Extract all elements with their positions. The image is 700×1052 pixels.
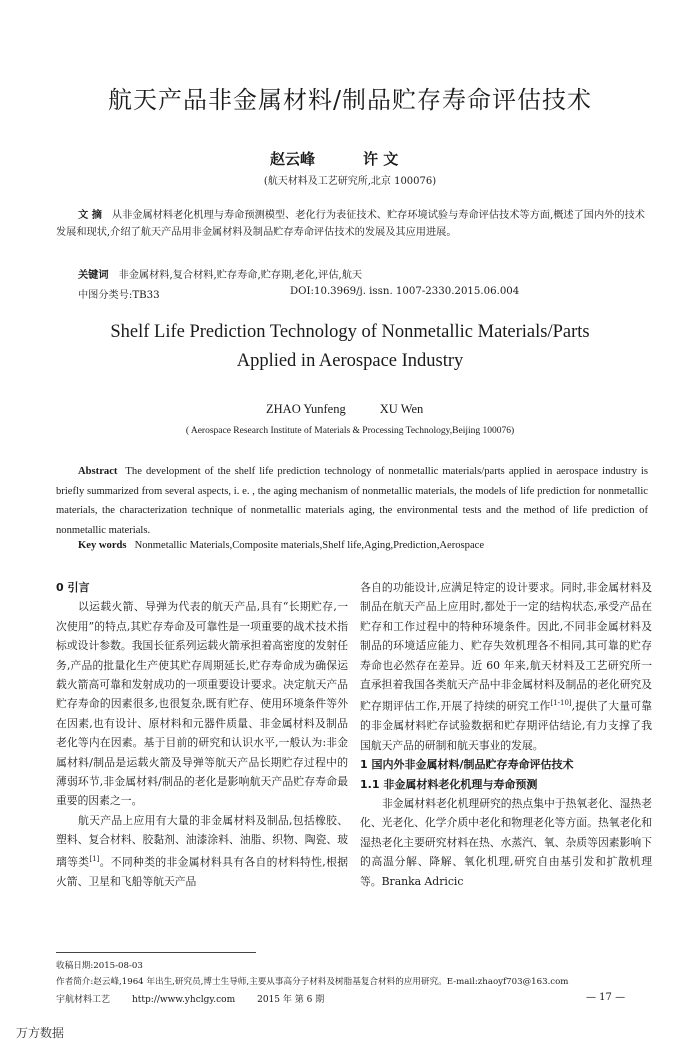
cn-abstract-text: 从非金属材料老化机理与寿命预测模型、老化行为表征技术、贮存环境试验与寿命评估技术等方面,概述了国内外的技术发展和现状,介绍了航天产品用非金属材料及制品贮存寿命评估技术的发展及其应用进展。 (56, 210, 645, 238)
footnotes (56, 958, 656, 990)
en-authors (266, 402, 457, 417)
paragraph-2-text-a: 航天产品上应用有大量的非金属材料及制品,包括橡胶、塑料、复合材料、胶黏剂、油漆涂料、油脂、织物、陶瓷、玻璃等类 (56, 813, 348, 869)
en-keywords-text: Nonmetallic Materials,Composite materials,Shelf life,Aging,Prediction,Aerospace (134, 540, 485, 551)
journal-issue: 2015 年 第 6 期 (257, 995, 325, 1005)
journal-info (56, 992, 346, 1005)
en-author-2: XU Wen (379, 402, 424, 416)
paragraph-4: 非金属材料老化机理研究的热点集中于热氧老化、湿热老化、光老化、化学介质中老化和物理老化等方面。热氧老化和湿热老化主要研究材料在热、水蒸汽、氧、杂质等因素影响下的高温分解、降解、氧化机理,研究自由基引发和扩散机理等。Branka Adricic (360, 797, 652, 888)
en-abstract-label: Abstract (78, 466, 118, 477)
citation-1: [1] (89, 854, 100, 863)
en-title-line-2: Applied in Aerospace Industry (236, 351, 464, 371)
paragraph-2 (56, 811, 348, 891)
en-keywords-label: Key words (78, 540, 127, 551)
en-keywords (78, 540, 484, 551)
citation-1-10: [1-10] (550, 699, 572, 708)
section-0-heading: 0 引言 (56, 581, 90, 594)
cn-abstract (56, 207, 646, 241)
paragraph-1: 以运载火箭、导弹为代表的航天产品,具有“长期贮存,一次使用”的特点,其贮存寿命及可靠性是一项重要的战术技术指标或设计参数。我国长征系列运载火箭承担着高密度的发射任务,产品的批量化生产使其贮存周期延长,贮存寿命成为确保运载火箭高可靠和发射成功的一项重要设计要求。决定航天产品贮存寿命的因素很多,也很复杂,既有贮存、使用环境条件等外在因素,也有设计、原材料和元器件质量、非金属材料及制品老化等内在因素。基于目前的研究和认识水平,一般认为:非金属材料/制品是运载火箭及导弹等航天产品长期贮存过程中的薄弱环节,非金属材料/制品的老化是影响航天产品贮存寿命最重要的因素之一。 (56, 600, 348, 808)
journal-url[interactable]: http://www.yhclgy.com (132, 995, 236, 1005)
page-number: — 17 — (586, 992, 626, 1003)
cn-doi: DOI:10.3969/j. issn. 1007-2330.2015.06.004 (290, 286, 520, 297)
cn-abstract-label: 文 摘 (78, 210, 102, 221)
cn-title: 航天产品非金属材料/制品贮存寿命评估技术 (107, 86, 593, 114)
watermark: 万方数据 (16, 1026, 65, 1040)
paragraph-3-text-a: 各自的功能设计,应满足特定的设计要求。同时,非金属材料及制品在航天产品上应用时,都处于一定的结构状态,承受产品在贮存和工作过程中的特种环境条件。因此,不同非金属材料及制品的环境适应能力、贮存失效机理各不相同,其可靠的贮存寿命也必然存在差异。近 60 年来,航天材料及工艺研究所一直承担着我国各类航天产品中非金属材料及制品的老化研究及贮存期评估工作,开展了持续的研究工作 (360, 581, 652, 714)
footnote-divider (56, 952, 256, 953)
body-column-left (56, 578, 348, 891)
journal-name: 宇航材料工艺 (56, 995, 111, 1005)
en-title (0, 318, 700, 376)
cn-authors (270, 148, 446, 169)
en-abstract-text: The development of the shelf life prediction technology of nonmetallic materials/parts applied in aerospace industry is briefly summarized from several aspects, i. e. , the aging mechanism of nonmetallic materials, the models of life prediction for nonmetallic materials, the characterization technique of nonmetallic materials aging, the environmental tests and the method of life prediction of nonmetallic materials. (56, 466, 648, 536)
en-abstract (56, 462, 648, 540)
cn-affiliation: (航天材料及工艺研究所,北京 100076) (263, 176, 437, 187)
en-affiliation: ( Aerospace Research Institute of Materials & Processing Technology,Beijing 100076) (185, 426, 515, 436)
section-1-1-heading: 1.1 非金属材料老化机理与寿命预测 (360, 777, 538, 791)
body-column-right (360, 578, 652, 891)
cn-keywords-text: 非金属材料,复合材料,贮存寿命,贮存期,老化,评估,航天 (118, 270, 363, 281)
cn-keywords (78, 266, 362, 281)
en-title-line-1: Shelf Life Prediction Technology of Nonmetallic Materials/Parts (110, 322, 590, 342)
paragraph-3 (360, 578, 652, 755)
cn-keywords-label: 关键词 (78, 270, 109, 281)
cn-author-1: 赵云峰 (270, 150, 316, 168)
received-date: 收稿日期:2015-08-03 (56, 961, 143, 971)
section-1-heading: 1 国内外非金属材料/制品贮存寿命评估技术 (360, 758, 574, 772)
cn-classification: 中图分类号:TB33 (78, 290, 160, 301)
author-note: 作者简介:赵云峰,1964 年出生,研究员,博士生导师,主要从事高分子材料及树脂基复合材料的应用研究。E-mail:zhaoyf703@163.com (56, 977, 569, 987)
paragraph-2-text-b: 。不同种类的非金属材料具有各自的材料特性,根据火箭、卫星和飞船等航天产品 (56, 855, 349, 888)
paragraph-3-text-b: ,提供了大量可靠的非金属材料贮存试验数据和贮存期评估结论,有力支撑了我国航天产品的研制和航天事业的发展。 (360, 700, 652, 752)
cn-author-2: 许 文 (363, 150, 399, 168)
en-author-1: ZHAO Yunfeng (266, 402, 346, 416)
